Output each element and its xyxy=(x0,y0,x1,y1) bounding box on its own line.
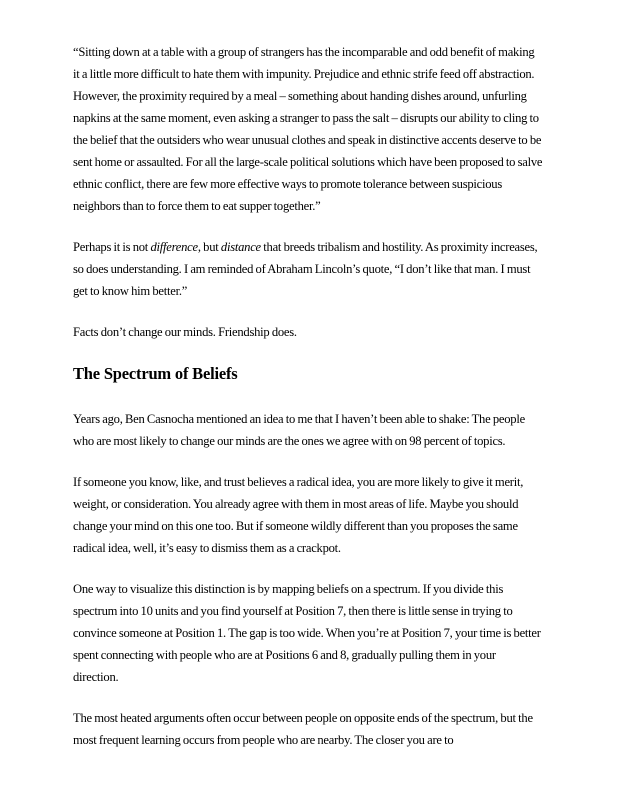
body-paragraph: Years ago, Ben Casnocha mentioned an idea to me that I haven’t been able to shake: The people who are most likely to change our minds are the ones we agree with on 98 percent of topics. xyxy=(73,412,525,448)
text-run: , but xyxy=(197,240,221,254)
difference-paragraph xyxy=(73,236,543,302)
facts-paragraph: Facts don’t change our minds. Friendship does. xyxy=(73,325,297,339)
body-paragraph: The most heated arguments often occur between people on opposite ends of the spectrum, but the most frequent learning occurs from people who are nearby. The closer you are to xyxy=(73,711,533,747)
body-paragraph: If someone you know, like, and trust believes a radical idea, you are more likely to give it merit, weight, or consideration. You already agree with them in most areas of life. Maybe you should change your mind on this one too. But if someone wildly different than you proposes the same radical idea, well, it’s easy to dismiss them as a crackpot. xyxy=(73,475,524,555)
quote-paragraph: “Sitting down at a table with a group of strangers has the incomparable and odd benefit of making it a little more difficult to hate them with impunity. Prejudice and ethnic strife feed off abstraction. However, the proximity required by a meal – something about handing dishes around, unfurling napkins at the same moment, even asking a stranger to pass the salt – disrupts our ability to cling to the belief that the outsiders who wear unusual clothes and speak in distinctive accents deserve to be sent home or assaulted. For all the large-scale political solutions which have been proposed to salve ethnic conflict, there are few more effective ways to promote tolerance between suspicious neighbors than to force them to eat supper together.” xyxy=(73,45,543,213)
section-heading: The Spectrum of Beliefs xyxy=(73,364,238,383)
text-run: that breeds tribalism and hostility. As proximity increases, so does understanding. I am reminded of Abraham Lincoln’s quote, “I don’t like that man. I must get to know him better.” xyxy=(73,240,538,298)
text-run: Perhaps it is not xyxy=(73,240,151,254)
emphasis-difference: difference xyxy=(150,240,198,254)
document-body xyxy=(73,41,543,770)
emphasis-distance: distance xyxy=(220,240,261,254)
body-paragraph: One way to visualize this distinction is by mapping beliefs on a spectrum. If you divide this spectrum into 10 units and you find yourself at Position 7, then there is little sense in trying to convince someone at Position 1. The gap is too wide. When you’re at Position 7, your time is better spent connecting with people who are at Positions 6 and 8, gradually pulling them in your direction. xyxy=(73,582,541,684)
